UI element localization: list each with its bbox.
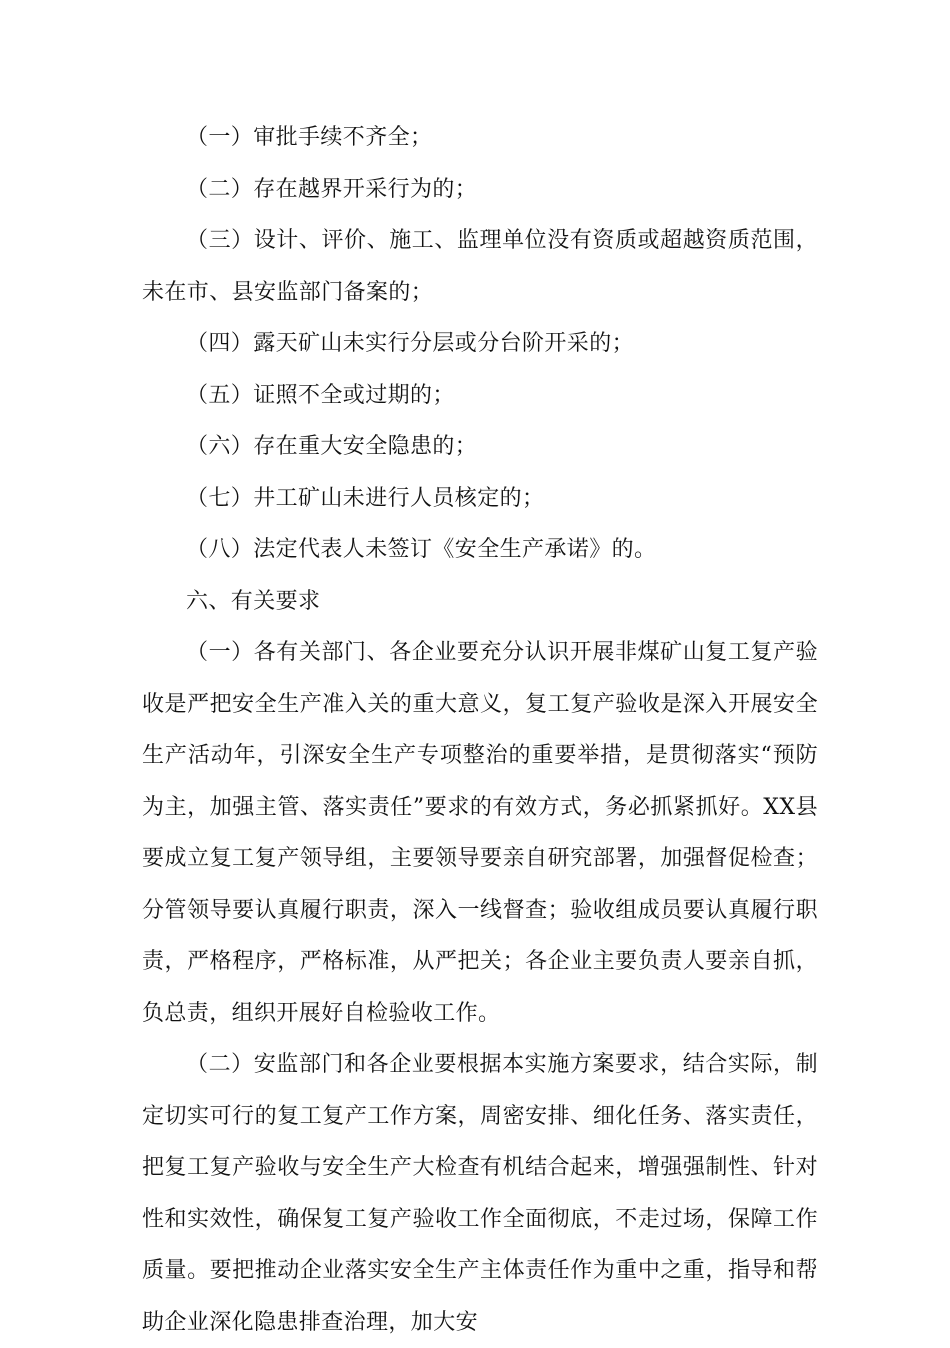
- list-item-4: （四）露天矿山未实行分层或分台阶开采的；: [186, 331, 635, 356]
- section-heading: 六、有关要求: [186, 588, 321, 614]
- paragraph-2: （二）安监部门和各企业要根据本实施方案要求，结合实际，制定切实可行的复工复产工作方案，周密安排、细化任务、落实责任，把复工复产验收与安全生产大检查有机结合起来，增强强制性、针对性和实效性，确保复工复产验收工作全面彻底，不走过场，保障工作质量。要把推动企业落实安全生产主体责任作为重中之重，指导和帮助企业深化隐患排查治理，加大安: [142, 1052, 818, 1335]
- document-body: [142, 112, 818, 1348]
- list-item-6: （六）存在重大安全隐患的；: [186, 434, 478, 459]
- list-item-3: （三）设计、评价、施工、监理单位没有资质或超越资质范围，未在市、县安监部门备案的；: [142, 228, 818, 305]
- list-item-2: （二）存在越界开采行为的；: [186, 176, 478, 202]
- list-item-5: （五）证照不全或过期的；: [186, 382, 455, 408]
- list-item-1: （一）审批手续不齐全；: [186, 125, 433, 150]
- paragraph-1: （一）各有关部门、各企业要充分认识开展非煤矿山复工复产验收是严把安全生产准入关的重大意义，复工复产验收是深入开展安全生产活动年，引深安全生产专项整治的重要举措，是贯彻落实“预防为主，加强主管、落实责任”要求的有效方式，务必抓紧抓好。XX县要成立复工复产领导组，主要领导要亲自研究部署，加强督促检查；分管领导要认真履行职责，深入一线督查；验收组成员要认真履行职责，严格程序，严格标准，从严把关；各企业主要负责人要亲自抓，负总责，组织开展好自检验收工作。: [142, 640, 818, 1026]
- list-item-7: （七）井工矿山未进行人员核定的；: [186, 485, 545, 511]
- list-item-8: （八）法定代表人未签订《安全生产承诺》的。: [186, 537, 657, 562]
